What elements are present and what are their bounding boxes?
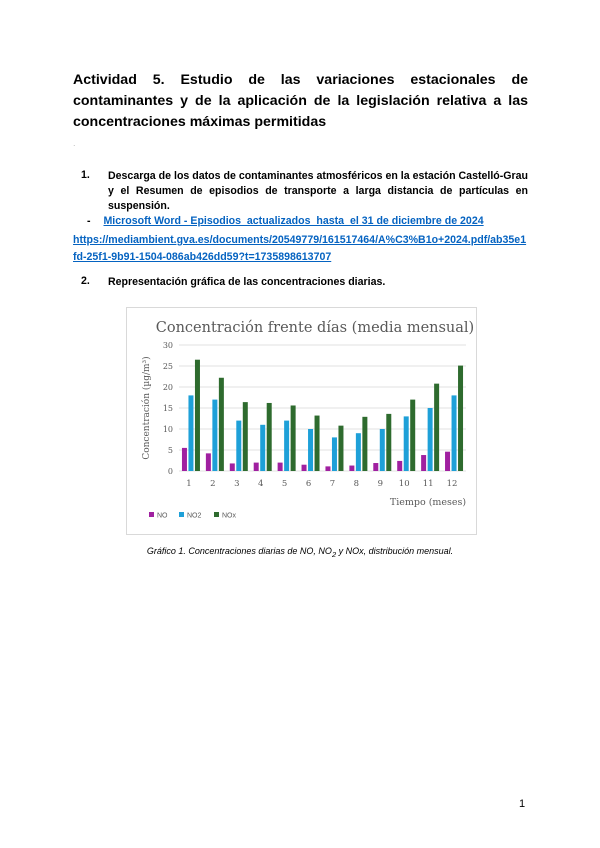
y-axis-label: Concentración (µg/m³) xyxy=(142,356,152,460)
bar-nox-month-4 xyxy=(267,403,272,471)
y-tick-label: 25 xyxy=(162,362,173,371)
bar-no2-month-6 xyxy=(308,429,313,471)
paragraph-marker: . xyxy=(73,138,76,148)
link-line xyxy=(87,215,484,227)
page-number: 1 xyxy=(519,798,526,810)
bar-no2-month-10 xyxy=(404,416,409,471)
x-tick-label: 1 xyxy=(186,479,192,489)
bar-no2-month-1 xyxy=(188,395,193,471)
bar-no2-month-3 xyxy=(236,421,241,471)
bar-no2-month-12 xyxy=(452,395,457,471)
bar-no-month-12 xyxy=(445,452,450,471)
bar-no-month-8 xyxy=(349,466,354,471)
bar-no-month-3 xyxy=(230,463,235,471)
x-tick-label: 11 xyxy=(422,479,434,489)
x-tick-label: 9 xyxy=(377,479,384,489)
bar-no-month-7 xyxy=(325,466,330,471)
section-1-text: Descarga de los datos de contaminantes atmosféricos en la estación Castelló-Grau y el Resumen de episodios de transporte a larga distancia de partículas en suspensión. xyxy=(108,170,528,212)
document-url-link[interactable]: https://mediambient.gva.es/documents/20549779/161517464/A%C3%B1o+2024.pdf/ab35e1fd-25f1-9b91-1504-086ab426dd59?t=1735898613707 xyxy=(73,234,527,263)
legend-swatch-nox xyxy=(214,512,219,517)
bar-no2-month-2 xyxy=(212,400,217,471)
bar-nox-month-5 xyxy=(291,405,296,471)
y-tick-label: 30 xyxy=(162,341,173,350)
bar-no2-month-8 xyxy=(356,433,361,471)
document-link[interactable]: Microsoft Word - Episodios_actualizados_hasta_el 31 de diciembre de 2024 xyxy=(103,215,484,227)
y-tick-label: 10 xyxy=(162,425,173,434)
page-title: Actividad 5. Estudio de las variaciones estacionales de contaminantes y de la aplicación de la legislación relativa a las concentraciones máximas permitidas xyxy=(73,72,528,130)
concentration-chart xyxy=(127,308,476,534)
bar-nox-month-10 xyxy=(410,400,415,471)
y-tick-label: 5 xyxy=(167,446,173,455)
bar-nox-month-7 xyxy=(338,426,343,471)
x-tick-label: 7 xyxy=(329,479,336,489)
chart-title: Concentración frente días (media mensual) xyxy=(155,320,475,336)
bar-nox-month-8 xyxy=(362,417,367,471)
bar-nox-month-6 xyxy=(315,416,320,471)
section-2-number: 2. xyxy=(81,275,90,287)
x-tick-label: 12 xyxy=(446,479,458,489)
legend-swatch-no xyxy=(149,512,154,517)
bar-no-month-6 xyxy=(302,465,307,471)
bar-no-month-5 xyxy=(278,463,283,471)
bar-no-month-4 xyxy=(254,463,259,471)
legend-label-no2: NO2 xyxy=(187,512,202,520)
bar-no2-month-11 xyxy=(428,408,433,471)
bar-nox-month-2 xyxy=(219,378,224,471)
x-tick-label: 6 xyxy=(305,479,312,489)
x-tick-label: 2 xyxy=(210,479,216,489)
bar-no-month-11 xyxy=(421,455,426,471)
bar-no-month-2 xyxy=(206,453,211,471)
x-tick-label: 5 xyxy=(281,479,288,489)
figure-caption xyxy=(0,546,600,559)
caption-subscript: 2 xyxy=(331,549,337,559)
bar-no-month-1 xyxy=(182,448,187,471)
bar-nox-month-9 xyxy=(386,414,391,471)
x-tick-label: 8 xyxy=(353,479,360,489)
y-tick-label: 20 xyxy=(162,383,173,392)
section-1-number: 1. xyxy=(81,169,90,181)
bar-no2-month-5 xyxy=(284,421,289,471)
legend-label-no: NO xyxy=(157,512,168,520)
caption-prefix: Gráfico 1. Concentraciones diarias de NO, NO xyxy=(146,546,332,556)
x-axis-label: Tiempo (meses) xyxy=(389,497,467,508)
bar-no-month-9 xyxy=(373,463,378,471)
bar-nox-month-11 xyxy=(434,384,439,471)
bar-nox-month-1 xyxy=(195,360,200,471)
bullet-dash: - xyxy=(87,215,91,227)
y-tick-label: 15 xyxy=(162,404,173,413)
bar-no2-month-4 xyxy=(260,425,265,471)
section-2-text: Representación gráfica de las concentraciones diarias. xyxy=(108,276,386,288)
chart-container xyxy=(126,307,477,535)
url-container xyxy=(73,231,528,265)
caption-suffix: y NOx, distribución mensual. xyxy=(336,546,454,556)
y-tick-label: 0 xyxy=(167,467,173,476)
x-tick-label: 4 xyxy=(257,479,264,489)
x-tick-label: 10 xyxy=(398,479,410,489)
legend-swatch-no2 xyxy=(179,512,184,517)
x-tick-label: 3 xyxy=(234,479,240,489)
bar-no-month-10 xyxy=(397,461,402,471)
bar-no2-month-9 xyxy=(380,429,385,471)
bar-nox-month-12 xyxy=(458,366,463,471)
bar-no2-month-7 xyxy=(332,437,337,471)
bar-nox-month-3 xyxy=(243,402,248,471)
legend-label-nox: NOx xyxy=(222,512,236,520)
